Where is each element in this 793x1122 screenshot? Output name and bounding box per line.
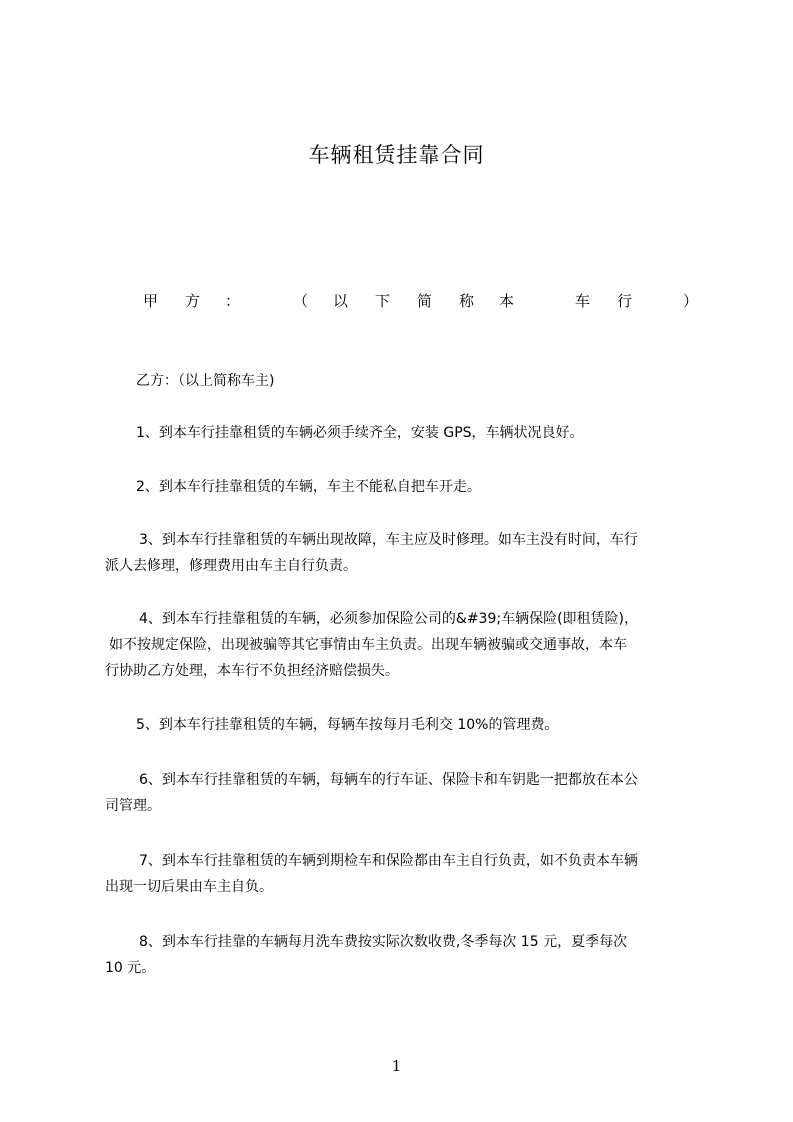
clause (105, 712, 708, 738)
document-title: 车辆租赁挂靠合同 (308, 143, 485, 167)
clause-line: 出现一切后果由车主自负。 (105, 879, 273, 895)
clause-line: 7、到本车行挂靠租赁的车辆到期检车和保险都由车主自行负责，如不负责本车辆 (139, 853, 638, 869)
clause (105, 474, 708, 500)
party-a-char: 简 (417, 292, 433, 310)
clause (105, 848, 708, 900)
clause-line: 如不按规定保险，出现被骗等其它事情由车主负责。出现车辆被骗或交通事故，本车 (109, 637, 627, 653)
clause (105, 767, 708, 819)
party-a-char: 方 (185, 292, 201, 310)
page-number: 1 (391, 1057, 402, 1075)
party-a-char: 称 (459, 292, 475, 310)
clause (105, 527, 708, 579)
clause-line: 6、到本车行挂靠租赁的车辆，每辆车的行车证、保险卡和车钥匙一把都放在本公 (139, 772, 638, 788)
clause-line: 5、到本车行挂靠租赁的车辆，每辆车按每月毛利交 10%的管理费。 (136, 717, 559, 733)
party-a-char: ） (683, 292, 699, 310)
party-a-char: 以 (333, 292, 349, 310)
clause (105, 929, 708, 981)
party-a-char: ： (225, 292, 241, 310)
clause-line: 10 元。 (105, 960, 156, 976)
clause-line: 1、到本车行挂靠租赁的车辆必须手续齐全，安装 GPS，车辆状况良好。 (136, 425, 584, 441)
party-a-char: 甲 (143, 292, 159, 310)
party-a-char: 车 (575, 292, 591, 310)
party-b-line: 乙方：（以上简称车主) (136, 373, 275, 389)
party-a-char: 本 (499, 292, 515, 310)
clause-line: 司管理。 (105, 798, 161, 814)
clause (105, 606, 708, 684)
party-a-line (143, 290, 703, 312)
clause-line: 行协助乙方处理，本车行不负担经济赔偿损失。 (105, 663, 399, 679)
party-a-char: 行 (617, 292, 633, 310)
clause-line: 4、到本车行挂靠租赁的车辆，必须参加保险公司的&#39;车辆保险(即租赁险)， (139, 611, 639, 627)
clause-line: 8、到本车行挂靠的车辆每月洗车费按实际次数收费,冬季每次 15 元，夏季每次 (139, 934, 628, 950)
clause-line: 2、到本车行挂靠租赁的车辆，车主不能私自把车开走。 (136, 479, 481, 495)
clause-line: 派人去修理，修理费用由车主自行负责。 (105, 558, 357, 574)
party-a-char: 下 (375, 292, 391, 310)
clause-line: 3、到本车行挂靠租赁的车辆出现故障，车主应及时修理。如车主没有时间，车行 (139, 532, 638, 548)
clause (105, 420, 708, 446)
party-a-char: （ (293, 292, 309, 310)
